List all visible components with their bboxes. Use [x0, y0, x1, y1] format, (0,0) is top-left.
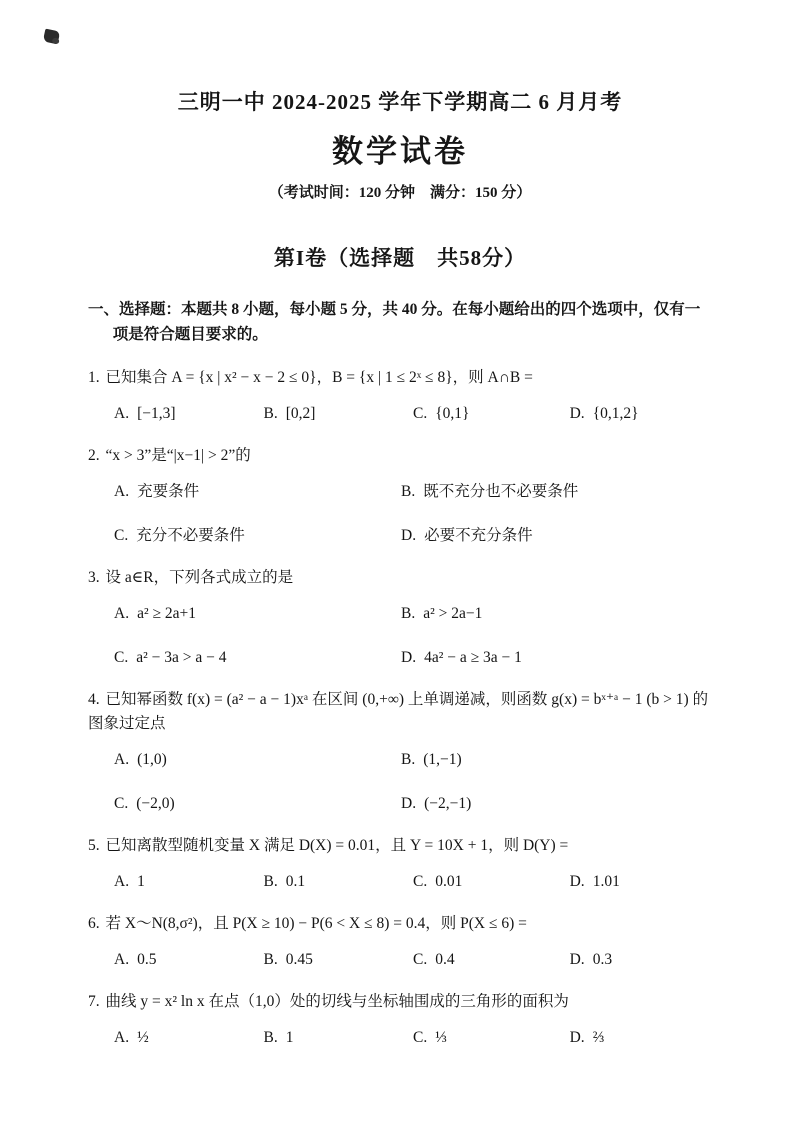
question-4-option-C — [114, 792, 401, 816]
option-label: D. — [569, 950, 585, 968]
question-4-options — [88, 748, 712, 816]
question-4-option-D — [401, 792, 712, 816]
section-instructions: 一、选择题：本题共 8 小题，每小题 5 分，共 40 分。在每小题给出的四个选项中，仅有一项是符合题目要求的。 — [88, 301, 701, 343]
option-label: B. — [263, 404, 278, 422]
question-3-option-A — [114, 602, 401, 626]
question-1-option-C — [413, 402, 570, 426]
option-label: D. — [569, 404, 585, 422]
question-1-option-D — [570, 402, 712, 426]
option-text: (−2,0) — [136, 794, 175, 812]
question-5-options — [88, 870, 712, 894]
option-text: 0.01 — [435, 872, 463, 890]
option-text: 必要不充分条件 — [424, 526, 533, 544]
paper-title: 数学试卷 — [332, 134, 468, 169]
option-label: A. — [114, 1028, 130, 1046]
question-7-option-D — [570, 1026, 712, 1050]
option-label: A. — [114, 404, 130, 422]
question-text: 设 a∈R，下列各式成立的是 — [105, 568, 294, 586]
question-6-stem — [88, 912, 712, 936]
option-text: 既不充分也不必要条件 — [423, 482, 579, 500]
question-2-options — [88, 480, 712, 548]
option-text: 充分不必要条件 — [136, 526, 245, 544]
question-3 — [88, 566, 712, 670]
option-text: {0,1,2} — [592, 404, 639, 422]
question-1-options — [88, 402, 712, 426]
question-5-option-D — [570, 870, 712, 894]
option-text: 0.1 — [285, 872, 306, 890]
option-text: ⅓ — [435, 1028, 447, 1046]
question-5-option-C — [413, 870, 570, 894]
option-label: C. — [413, 404, 428, 422]
question-2-option-B — [401, 480, 712, 504]
question-6-options — [88, 948, 712, 972]
question-5-stem — [88, 834, 712, 858]
question-4-option-B — [401, 748, 712, 772]
question-7-option-C — [413, 1026, 570, 1050]
question-7-options — [88, 1026, 712, 1050]
option-label: B. — [263, 872, 278, 890]
question-7-option-A — [114, 1026, 264, 1050]
option-text: [0,2] — [285, 404, 316, 422]
option-text: (1,−1) — [423, 750, 462, 768]
option-text: 1.01 — [592, 872, 620, 890]
option-label: A. — [114, 872, 130, 890]
question-text: 已知集合 A = {x | x² − x − 2 ≤ 0}，B = {x | 1 ≤ 2ˣ ≤ 8}，则 A∩B = — [105, 368, 533, 386]
section-title: 第I卷（选择题 共58分） — [273, 246, 527, 270]
option-text: a² ≥ 2a+1 — [137, 604, 196, 622]
question-number: 5. — [88, 836, 104, 854]
option-text: 1 — [285, 1028, 294, 1046]
option-text: 0.45 — [285, 950, 313, 968]
question-3-option-B — [401, 602, 712, 626]
option-label: D. — [569, 872, 585, 890]
option-label: B. — [401, 482, 416, 500]
question-2-option-C — [114, 524, 401, 548]
question-text: 已知幂函数 f(x) = (a² − a − 1)xᵃ 在区间 (0,+∞) 上单调递减，则函数 g(x) = bˣ⁺ᵃ − 1 (b > 1) 的 图象过定点 — [88, 690, 709, 732]
option-label: D. — [401, 648, 417, 666]
question-1-stem — [88, 366, 712, 390]
option-label: C. — [114, 526, 129, 544]
question-2-option-A — [114, 480, 401, 504]
option-text: {0,1} — [435, 404, 470, 422]
question-4-stem — [88, 688, 712, 736]
option-text: 0.4 — [435, 950, 455, 968]
option-text: 0.3 — [592, 950, 613, 968]
option-label: D. — [401, 526, 417, 544]
option-text: [−1,3] — [137, 404, 176, 422]
question-text: 已知离散型随机变量 X 满足 D(X) = 0.01，且 Y = 10X + 1，则 D(Y) = — [105, 836, 569, 854]
option-text: a² > 2a−1 — [423, 604, 483, 622]
question-text: “x > 3”是“|x−1| > 2”的 — [105, 446, 251, 464]
option-label: B. — [401, 604, 416, 622]
option-text: (−2,−1) — [424, 794, 472, 812]
question-text: 曲线 y = x² ln x 在点（1,0）处的切线与坐标轴围成的三角形的面积为 — [105, 992, 569, 1010]
option-label: D. — [401, 794, 417, 812]
question-7 — [88, 990, 712, 1050]
question-2 — [88, 444, 712, 548]
option-label: C. — [114, 794, 129, 812]
question-2-stem — [88, 444, 712, 468]
question-5-option-A — [114, 870, 264, 894]
question-4 — [88, 688, 712, 816]
option-text: 1 — [137, 872, 145, 890]
question-3-option-C — [114, 646, 401, 670]
question-6-option-D — [570, 948, 712, 972]
option-label: A. — [114, 604, 130, 622]
question-number: 1. — [88, 368, 104, 386]
question-1 — [88, 366, 712, 426]
question-3-options — [88, 602, 712, 670]
question-2-option-D — [401, 524, 712, 548]
option-label: A. — [114, 750, 130, 768]
question-3-option-D — [401, 646, 712, 670]
question-6-option-A — [114, 948, 264, 972]
option-label: D. — [569, 1028, 585, 1046]
option-text: 充要条件 — [137, 482, 200, 500]
option-label: B. — [401, 750, 416, 768]
question-4-option-A — [114, 748, 401, 772]
questions — [88, 366, 712, 1050]
question-1-option-B — [264, 402, 414, 426]
option-text: (1,0) — [137, 750, 167, 768]
option-label: C. — [413, 1028, 428, 1046]
option-text: 4a² − a ≥ 3a − 1 — [424, 648, 522, 666]
question-number: 6. — [88, 914, 104, 932]
exam-title: 三明一中 2024-2025 学年下学期高二 6 月月考 — [177, 90, 623, 114]
option-label: A. — [114, 950, 130, 968]
option-label: C. — [413, 872, 428, 890]
question-6-option-C — [413, 948, 570, 972]
question-6-option-B — [264, 948, 414, 972]
question-5 — [88, 834, 712, 894]
option-text: a² − 3a > a − 4 — [136, 648, 227, 666]
scan-artifact-icon — [43, 29, 60, 45]
question-7-stem — [88, 990, 712, 1014]
question-number: 7. — [88, 992, 104, 1010]
question-3-stem — [88, 566, 712, 590]
question-number: 4. — [88, 690, 104, 708]
question-number: 2. — [88, 446, 104, 464]
question-7-option-B — [264, 1026, 414, 1050]
option-label: B. — [263, 950, 278, 968]
option-label: C. — [413, 950, 428, 968]
question-text: 若 X～N(8,σ²)，且 P(X ≥ 10) − P(6 < X ≤ 8) = 0.4，则 P(X ≤ 6) = — [105, 914, 527, 932]
question-6 — [88, 912, 712, 972]
option-text: ⅔ — [592, 1028, 605, 1046]
option-text: 0.5 — [137, 950, 157, 968]
option-label: A. — [114, 482, 130, 500]
option-text: ½ — [137, 1028, 149, 1046]
question-5-option-B — [264, 870, 414, 894]
option-label: C. — [114, 648, 129, 666]
option-label: B. — [263, 1028, 278, 1046]
exam-meta-line: （考试时间：120 分钟 满分：150 分） — [268, 185, 532, 201]
question-1-option-A — [114, 402, 264, 426]
question-number: 3. — [88, 568, 104, 586]
